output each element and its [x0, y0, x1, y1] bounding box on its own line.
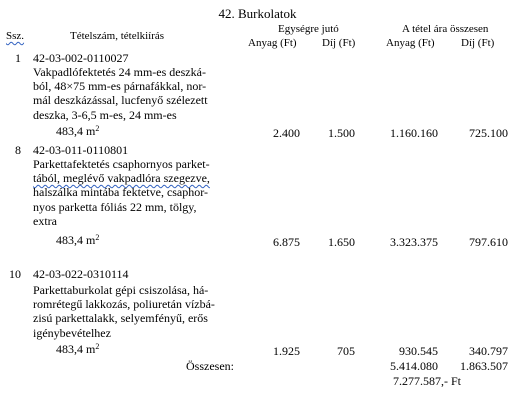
qty-value: 483,4 m [56, 233, 96, 247]
misspelled-text: tából, meglévő vakpadlóra szegezve, [33, 171, 210, 186]
desc-line: Parkettafektetés csaphornyos parket- [33, 157, 210, 171]
item-description [33, 65, 208, 122]
qty-unit-sup: 2 [95, 233, 100, 242]
item-quantity [56, 233, 99, 248]
item-code: 42-03-002-0110027 [33, 51, 129, 65]
item-quantity [56, 124, 99, 139]
desc-line: zisú parkettalakk, selyemfényű, erős [33, 311, 208, 326]
header-tetel: Tételszám, tételkiírás [70, 30, 165, 42]
item-ssz: 1 [15, 51, 21, 65]
desc-line: romrétegű lakkozás, poliuretán vízbá- [33, 297, 215, 312]
anyag-unit-price: 1.925 [273, 344, 300, 358]
header-egysegre: Egységre jutó [278, 23, 339, 35]
anyag-unit-price: 6.875 [273, 235, 300, 249]
dij-total-price: 797.610 [469, 235, 508, 249]
desc-line: mál deszkázással, lucfenyő szélezett [33, 93, 208, 108]
anyag-total-price: 3.323.375 [390, 235, 438, 249]
anyag-unit-price: 2.400 [273, 126, 300, 140]
header-anyag-unit: Anyag (Ft) [248, 37, 297, 49]
item-quantity [56, 342, 99, 357]
header-ssz-text: Ssz. [6, 30, 25, 42]
dij-unit-price: 705 [337, 344, 355, 358]
dij-total-price: 725.100 [469, 126, 508, 140]
dij-unit-price: 1.650 [328, 235, 355, 249]
item-description [33, 157, 210, 228]
desc-line: igénybevételhez [33, 325, 111, 340]
qty-unit-sup: 2 [95, 342, 100, 351]
summary-dij-sum: 1.863.507 [460, 359, 508, 373]
header-osszesen-group: A tétel ára összesen [402, 23, 489, 35]
dij-total-price: 340.797 [469, 344, 508, 358]
desc-line: extra [33, 213, 57, 228]
header-ssz [6, 30, 24, 42]
section-title: 42. Burkolatok [218, 6, 297, 21]
grand-total: 7.277.587,- Ft [393, 374, 462, 388]
qty-value: 483,4 m [56, 342, 96, 356]
qty-unit-sup: 2 [95, 124, 100, 133]
desc-line: deszka, 3-6,5 m-es, 24 mm-es [33, 107, 177, 122]
anyag-total-price: 1.160.160 [390, 126, 438, 140]
desc-line: Parkettaburkolat gépi csiszolása, há- [33, 283, 209, 297]
item-code: 42-03-011-0110801 [33, 143, 129, 157]
anyag-total-price: 930.545 [399, 344, 438, 358]
header-dij-total: Díj (Ft) [461, 37, 495, 49]
qty-value: 483,4 m [56, 124, 96, 138]
desc-line: nyos parketta fóliás 22 mm, tölgy, [33, 199, 197, 214]
item-code: 42-03-022-0310114 [33, 267, 129, 281]
summary-anyag-sum: 5.414.080 [390, 359, 438, 373]
item-ssz: 8 [15, 143, 21, 157]
header-dij-unit: Díj (Ft) [322, 37, 356, 49]
desc-line: halszálka mintába fektetve, csaphor- [33, 185, 209, 200]
desc-line-spellchecked [33, 171, 210, 185]
header-anyag-total: Anyag (Ft) [386, 37, 435, 49]
summary-label: Összesen: [186, 359, 234, 373]
item-description [33, 283, 215, 340]
desc-line: ból, 48×75 mm-es párnafákkal, nor- [33, 79, 207, 94]
item-ssz: 10 [9, 267, 21, 281]
dij-unit-price: 1.500 [328, 126, 355, 140]
desc-line: Vakpadlófektetés 24 mm-es deszká- [33, 65, 206, 79]
